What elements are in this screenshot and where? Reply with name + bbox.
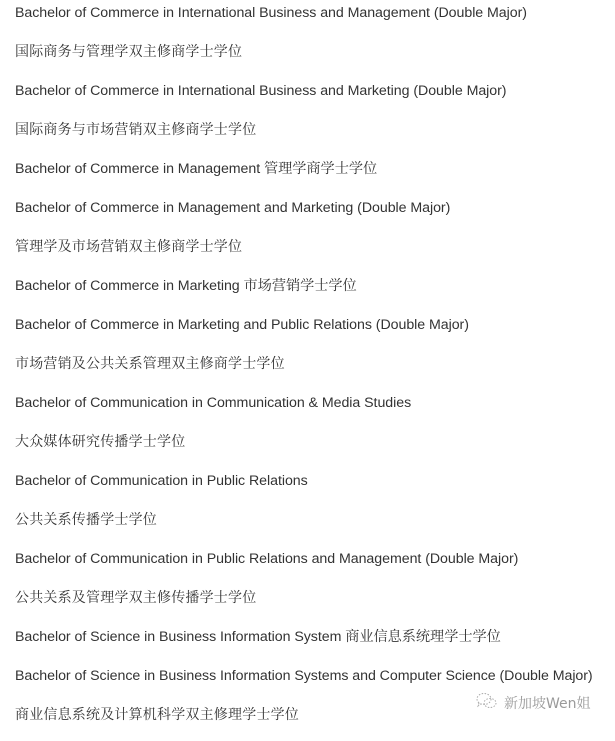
degree-line-zh: 公共关系传播学士学位	[15, 512, 157, 528]
degree-line-zh: 市场营销及公共关系管理双主修商学士学位	[15, 356, 285, 372]
degree-line-en: Bachelor of Communication in Public Relations	[15, 473, 308, 489]
degree-line-en: Bachelor of Commerce in International Business and Marketing (Double Major)	[15, 83, 507, 99]
wechat-icon	[476, 692, 498, 714]
degree-line-zh: 国际商务与管理学双主修商学士学位	[15, 44, 243, 60]
degree-line-en: Bachelor of Science in Business Information System 商业信息系统理学士学位	[15, 629, 501, 645]
degree-line-en: Bachelor of Commerce in Marketing and Public Relations (Double Major)	[15, 317, 469, 333]
degree-line-zh: 公共关系及管理学双主修传播学士学位	[15, 590, 257, 606]
degree-line-zh: 商业信息系统及计算机科学双主修理学士学位	[15, 707, 299, 723]
degree-line-en: Bachelor of Communication in Communication & Media Studies	[15, 395, 412, 411]
degree-line-en: Bachelor of Communication in Public Relations and Management (Double Major)	[15, 551, 519, 567]
degree-line-zh: 管理学及市场营销双主修商学士学位	[15, 239, 243, 255]
degree-line-zh: 国际商务与市场营销双主修商学士学位	[15, 122, 257, 138]
degree-line-en: Bachelor of Commerce in International Business and Management (Double Major)	[15, 5, 527, 21]
watermark-text: 新加坡Wen姐	[504, 696, 591, 712]
degree-line-zh: 大众媒体研究传播学士学位	[15, 434, 186, 450]
watermark	[476, 692, 591, 714]
degree-list	[15, 0, 615, 741]
degree-line-en: Bachelor of Commerce in Management 管理学商学士学位	[15, 161, 378, 177]
degree-line-en: Bachelor of Commerce in Management and Marketing (Double Major)	[15, 200, 451, 216]
degree-line-en: Bachelor of Commerce in Marketing 市场营销学士学位	[15, 278, 357, 294]
degree-line-en: Bachelor of Science in Business Information Systems and Computer Science (Double Major)	[15, 668, 593, 684]
